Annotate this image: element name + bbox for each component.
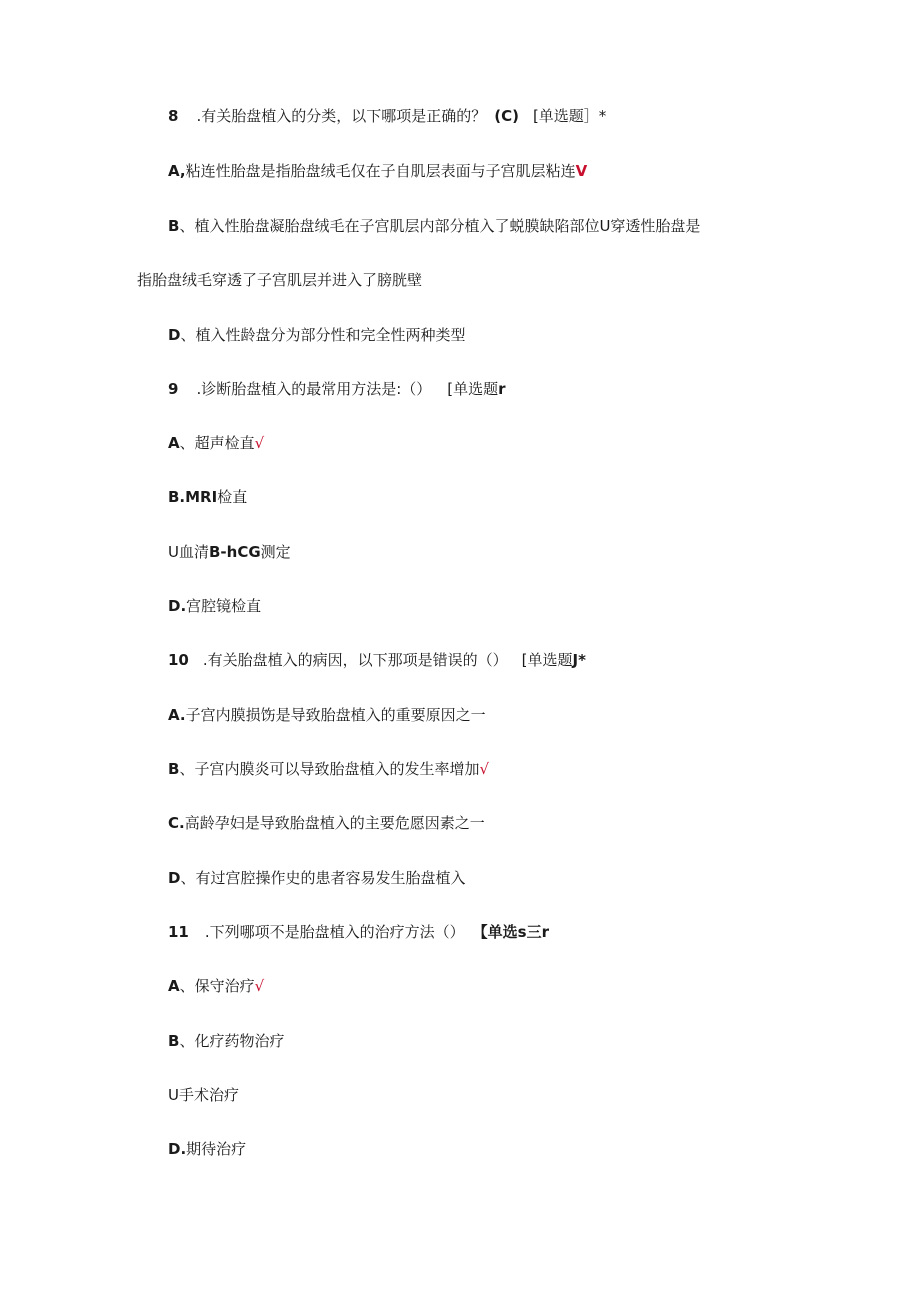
- question-number: 10: [168, 651, 189, 669]
- question-11: [168, 922, 549, 942]
- question-number: 8: [168, 107, 179, 125]
- option-bold-text: B-hCG: [208, 543, 261, 561]
- option-text: 期待治疗: [186, 1140, 247, 1158]
- question-type-tag: [单选题: [447, 380, 499, 398]
- option-a: [168, 976, 264, 996]
- correct-mark: √: [254, 434, 265, 452]
- option-prefix: A: [168, 977, 180, 995]
- correct-mark: V: [575, 162, 588, 180]
- option-b-continuation: [137, 270, 422, 290]
- option-text: 指胎盘绒毛穿透了子宫肌层并进入了膀胱壁: [137, 271, 423, 289]
- option-text: 检直: [217, 488, 248, 506]
- option-prefix: B: [168, 760, 180, 778]
- option-d: [168, 596, 261, 616]
- option-a: [168, 161, 587, 181]
- option-d: [168, 1139, 246, 1159]
- question-text: .下列哪项不是胎盘植入的治疗方法（）: [204, 923, 465, 941]
- option-b: [168, 759, 489, 779]
- question-type-tag-end: r: [498, 380, 506, 398]
- option-prefix: D: [168, 326, 181, 344]
- question-text: .诊断胎盘植入的最常用方法是:（）: [196, 380, 432, 398]
- question-number: 9: [168, 380, 179, 398]
- option-text: 子宫内膜损饬是导致胎盘植入的重要原因之一: [185, 706, 486, 724]
- option-text: 测定: [260, 543, 291, 561]
- question-type-tag: 【单选s三r: [472, 923, 549, 941]
- option-text: 、保守治疗: [179, 977, 255, 995]
- option-b: [168, 1031, 284, 1051]
- option-prefix: D: [168, 869, 181, 887]
- option-c: [168, 542, 291, 562]
- answer-label: (C): [494, 107, 519, 125]
- question-8: [168, 106, 606, 126]
- option-prefix: A.: [168, 706, 186, 724]
- option-a: [168, 705, 486, 725]
- option-prefix: D.: [168, 597, 187, 615]
- option-text: 宫腔镜检直: [186, 597, 262, 615]
- option-prefix: C.: [168, 814, 185, 832]
- option-prefix: A: [168, 434, 180, 452]
- option-prefix: A,: [168, 162, 186, 180]
- option-prefix: D.: [168, 1140, 187, 1158]
- question-9: [168, 379, 506, 399]
- question-text: .有关胎盘植入的病因，以下那项是错误的（）: [202, 651, 508, 669]
- option-text: 粘连性胎盘是指胎盘绒毛仅在子自肌层表面与子宫肌层粘连: [185, 162, 576, 180]
- question-type-tag: [单选题: [521, 651, 573, 669]
- option-a: [168, 433, 264, 453]
- option-b: [168, 487, 247, 507]
- option-d: [168, 325, 465, 345]
- option-prefix: B: [168, 1032, 180, 1050]
- option-b: [168, 216, 700, 236]
- option-prefix: B.MRI: [168, 488, 218, 506]
- question-number: 11: [168, 923, 189, 941]
- option-text: 、植入性胎盘凝胎盘绒毛在子宫肌层内部分植入了蜕膜缺陷部位U穿透性胎盘是: [179, 217, 701, 235]
- option-text: U手术治疗: [168, 1086, 239, 1104]
- option-text: 、植入性龄盘分为部分性和完全性两种类型: [180, 326, 466, 344]
- option-prefix: B: [168, 217, 180, 235]
- question-type-tag-end: J*: [572, 651, 586, 669]
- question-10: [168, 650, 586, 670]
- option-text: 、子宫内膜炎可以导致胎盘植入的发生率增加: [179, 760, 480, 778]
- correct-mark: √: [479, 760, 490, 778]
- option-c: [168, 1085, 239, 1105]
- option-d: [168, 868, 465, 888]
- option-text: 、超声检直: [179, 434, 255, 452]
- question-text: .有关胎盘植入的分类，以下哪项是正确的？: [196, 107, 487, 125]
- question-type-tag: [单选题］*: [532, 107, 607, 125]
- correct-mark: √: [254, 977, 265, 995]
- option-text: 、化疗药物治疗: [179, 1032, 285, 1050]
- option-prefix: U血清: [168, 543, 209, 561]
- option-text: 、有过宫腔操作史的患者容易发生胎盘植入: [180, 869, 466, 887]
- option-c: [168, 813, 485, 833]
- option-text: 高龄孕妇是导致胎盘植入的主要危愿因素之一: [184, 814, 485, 832]
